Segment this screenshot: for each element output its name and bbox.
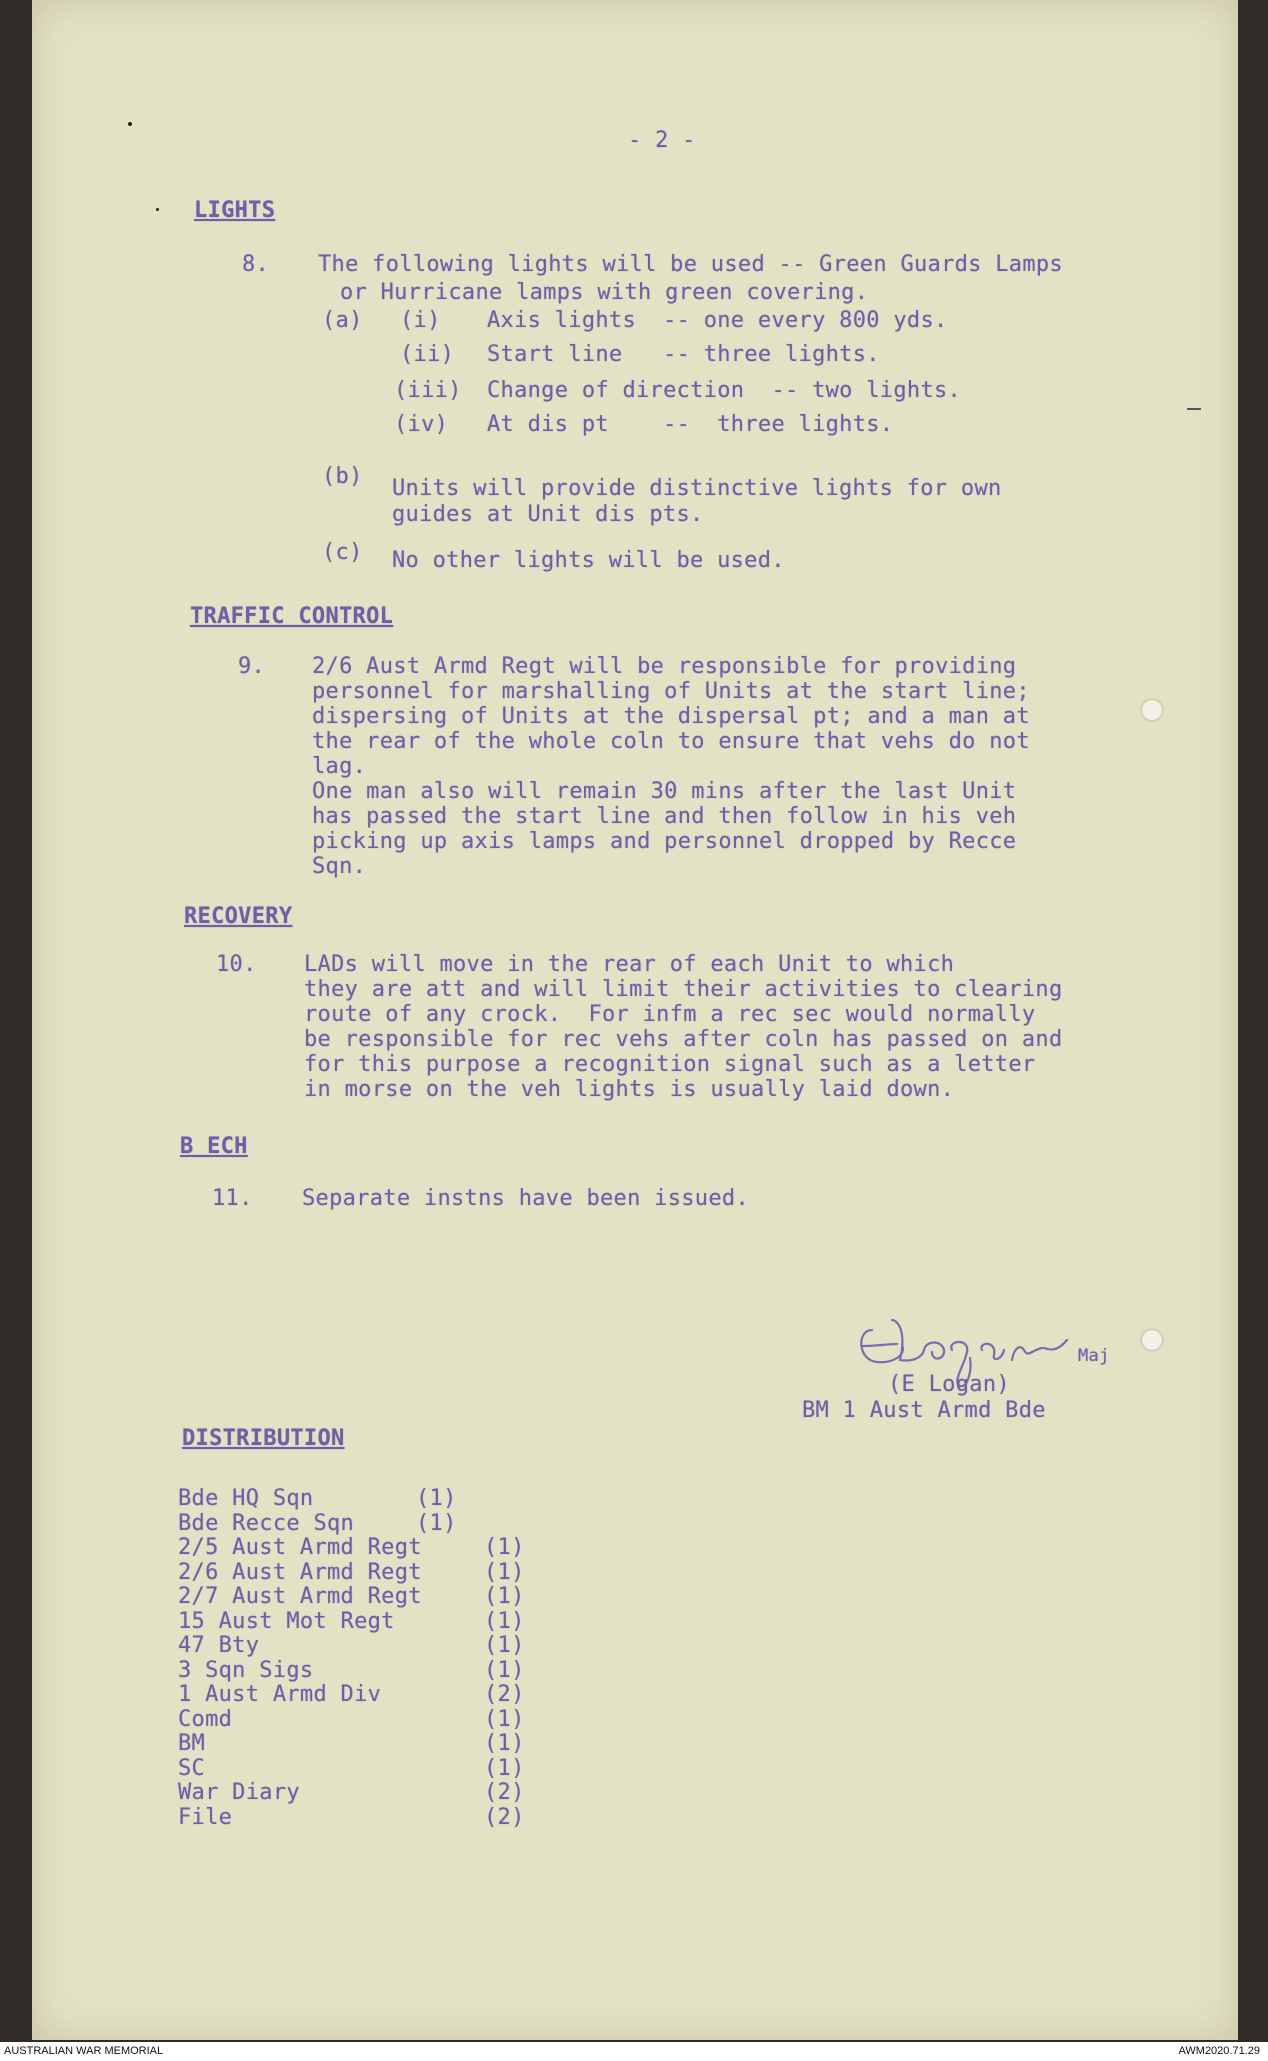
paragraph-line: they are att and will limit their activities to clearing [304, 977, 1063, 1002]
distribution-addressee: File [178, 1804, 233, 1830]
item-text: At dis pt -- three lights. [487, 412, 894, 437]
distribution-copies: (1) [484, 1657, 525, 1683]
page-number: - 2 - [628, 128, 696, 153]
footer [0, 2042, 1268, 2061]
distribution-addressee: SC [178, 1755, 206, 1781]
distribution-addressee: 1 Aust Armd Div [178, 1682, 382, 1707]
distribution-copies: (2) [484, 1682, 525, 1707]
item-label-a: (a) [322, 308, 363, 333]
footer-institution: AUSTRALIAN WAR MEMORIAL [4, 2045, 164, 2057]
item-text: Change of direction -- two lights. [487, 378, 962, 403]
distribution-addressee: Bde Recce Sqn [178, 1510, 355, 1536]
distribution-heading: DISTRIBUTION [182, 1426, 345, 1451]
para-number: 11. [212, 1186, 253, 1211]
item-num: (ii) [400, 342, 455, 367]
distribution-addressee: Comd [178, 1706, 233, 1732]
distribution-addressee: 2/5 Aust Armd Regt [178, 1535, 422, 1560]
distribution-copies: (1) [484, 1731, 525, 1756]
distribution-addressee: 15 Aust Mot Regt [178, 1608, 395, 1634]
distribution-copies: (1) [484, 1559, 525, 1585]
distribution-copies: (1) [484, 1608, 525, 1634]
item-b-line1: Units will provide distinctive lights for own [392, 476, 1002, 501]
para-8-line2: or Hurricane lamps with green covering. [340, 280, 869, 305]
paragraph-line: lag. [312, 754, 367, 779]
distribution-addressee: BM [178, 1731, 206, 1756]
para-number: 9. [238, 654, 266, 679]
item-label-c: (c) [322, 540, 363, 565]
paragraph-line: route of any crock. For infm a rec sec would normally [304, 1002, 1036, 1027]
signature-rank: Maj [1078, 1346, 1110, 1366]
distribution-copies: (1) [484, 1706, 525, 1732]
footer-reference: AWM2020.71.29 [1178, 2045, 1260, 2057]
paragraph-line: Sqn. [312, 854, 367, 879]
bech-text: Separate instns have been issued. [302, 1186, 749, 1211]
distribution-addressee: 3 Sqn Sigs [178, 1657, 314, 1683]
distribution-copies: (1) [416, 1486, 457, 1511]
recovery-heading: RECOVERY [184, 904, 293, 929]
item-label-b: (b) [322, 464, 363, 489]
paragraph-line: picking up axis lamps and personnel dropped by Recce [312, 829, 1017, 854]
margin-mark [1187, 408, 1201, 410]
paragraph-line: the rear of the whole coln to ensure that vehs do not [312, 729, 1030, 754]
paragraph-line: dispersing of Units at the dispersal pt; and a man at [312, 704, 1030, 729]
item-num: (iv) [394, 412, 449, 437]
para-8-line1: The following lights will be used -- Green Guards Lamps [318, 252, 1063, 277]
distribution-copies: (1) [484, 1633, 525, 1658]
item-c-text: No other lights will be used. [392, 548, 785, 573]
distribution-copies: (1) [416, 1510, 457, 1536]
punch-hole [1142, 700, 1162, 720]
distribution-addressee: 2/7 Aust Armd Regt [178, 1584, 422, 1609]
paragraph-line: for this purpose a recognition signal such as a letter [304, 1052, 1036, 1077]
lights-heading: LIGHTS [194, 198, 276, 223]
document-page [32, 0, 1238, 2040]
distribution-copies: (1) [484, 1535, 525, 1560]
paragraph-line: has passed the start line and then follow in his veh [312, 804, 1017, 829]
item-b-line2: guides at Unit dis pts. [392, 502, 704, 527]
paragraph-line: LADs will move in the rear of each Unit to which [304, 952, 955, 977]
para-number: 8. [242, 252, 270, 277]
paragraph-line: be responsible for rec vehs after coln has passed on and [304, 1027, 1063, 1052]
distribution-copies: (1) [484, 1755, 525, 1781]
item-num: (i) [400, 308, 441, 333]
distribution-copies: (2) [484, 1780, 525, 1805]
para-number: 10. [216, 952, 257, 977]
traffic-heading: TRAFFIC CONTROL [190, 604, 394, 629]
mark-dot [128, 122, 132, 126]
distribution-addressee: War Diary [178, 1780, 300, 1805]
distribution-copies: (1) [484, 1584, 525, 1609]
distribution-copies: (2) [484, 1804, 525, 1830]
paragraph-line: One man also will remain 30 mins after the last Unit [312, 779, 1017, 804]
punch-hole [1142, 1330, 1162, 1350]
item-text: Start line -- three lights. [487, 342, 880, 367]
signature-title: BM 1 Aust Armd Bde [802, 1398, 1046, 1423]
distribution-addressee: 47 Bty [178, 1633, 260, 1658]
mark-dot [156, 208, 159, 211]
distribution-addressee: Bde HQ Sqn [178, 1486, 314, 1511]
paragraph-line: 2/6 Aust Armd Regt will be responsible for providing [312, 654, 1017, 679]
item-num: (iii) [394, 378, 462, 403]
paragraph-line: in morse on the veh lights is usually laid down. [304, 1077, 955, 1102]
paragraph-line: personnel for marshalling of Units at the start line; [312, 679, 1030, 704]
signature-name: (E Logan) [888, 1372, 1010, 1397]
item-text: Axis lights -- one every 800 yds. [487, 308, 948, 333]
bech-heading: B ECH [180, 1134, 248, 1159]
distribution-addressee: 2/6 Aust Armd Regt [178, 1559, 422, 1585]
